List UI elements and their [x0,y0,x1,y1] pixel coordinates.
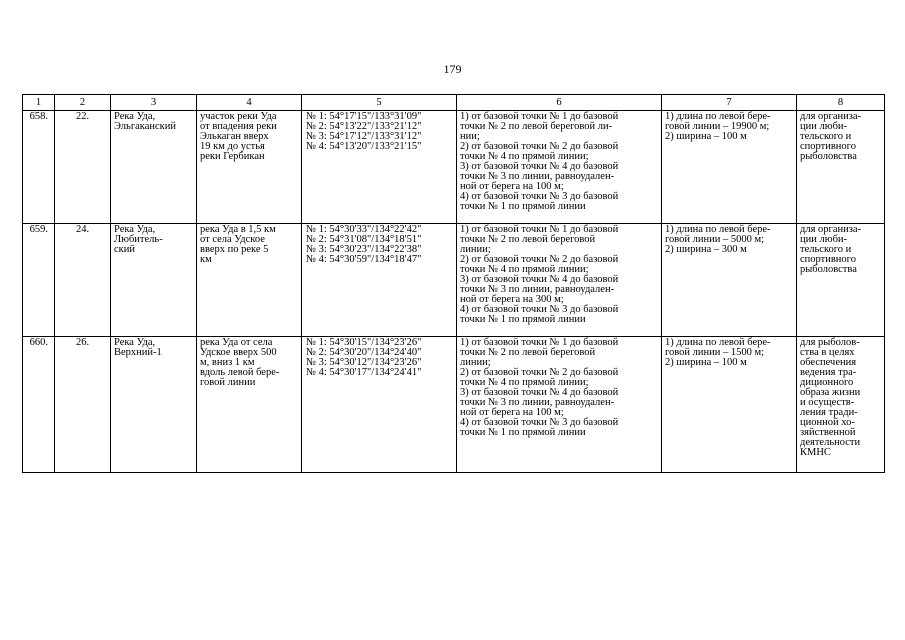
column-header-1: 1 [23,95,55,111]
dimensions-cell: 1) длина по левой бере- говой линии – 1500 м; 2) ширина – 100 м [662,337,797,473]
row-number-cell: 659. [23,224,55,337]
boundary-description-cell: 1) от базовой точки № 1 до базовой точки № 2 по левой береговой ли- нии; 2) от базовой точки № 2 до базовой точки № 4 по прямой линии; 3) от базовой точки № 4 до базовой точки № 3 по линии, равноудален- ной от берега на 100 м; 4) от базовой точки № 3 до базовой точки № 1 по прямой линии [457,111,662,224]
area-number-cell: 26. [55,337,111,473]
row-number-cell: 660. [23,337,55,473]
column-header-7: 7 [662,95,797,111]
boundary-description-cell: 1) от базовой точки № 1 до базовой точки № 2 по левой береговой линии; 2) от базовой точки № 2 до базовой точки № 4 по прямой линии; 3) от базовой точки № 4 до базовой точки № 3 по линии, равноудален- ной от берега на 100 м; 4) от базовой точки № 3 до базовой точки № 1 по прямой линии [457,337,662,473]
page-number: 179 [443,62,462,76]
coordinates-cell: № 1: 54°30'33"/134°22'42" № 2: 54°31'08"/134°18'51" № 3: 54°30'23"/134°22'38" № 4: 54°30'59"/134°18'47" [302,224,457,337]
area-location-cell: река Уда от села Удское вверх 500 м, вниз 1 км вдоль левой бере- говой линии [197,337,302,473]
fishing-areas-table [22,94,885,473]
area-name-cell: Река Уда, Эльгаканский [111,111,197,224]
area-name-cell: Река Уда, Верхний-1 [111,337,197,473]
area-location-cell: участок реки Уда от впадения реки Элькаган вверх 19 км до устья реки Гербикан [197,111,302,224]
row-number-cell: 658. [23,111,55,224]
column-header-2: 2 [55,95,111,111]
purpose-cell: для организа- ции люби- тельского и спортивного рыболовства [797,224,885,337]
area-number-cell: 22. [55,111,111,224]
boundary-description-cell: 1) от базовой точки № 1 до базовой точки № 2 по левой береговой линии; 2) от базовой точки № 2 до базовой точки № 4 по прямой линии; 3) от базовой точки № 4 до базовой точки № 3 по линии, равноудален- ной от берега на 300 м; 4) от базовой точки № 3 до базовой точки № 1 по прямой линии [457,224,662,337]
table-row [23,224,885,337]
coordinates-cell: № 1: 54°17'15"/133°31'09" № 2: 54°13'22"/133°21'12" № 3: 54°17'12"/133°31'12" № 4: 54°13'20"/133°21'15" [302,111,457,224]
column-header-6: 6 [457,95,662,111]
area-name-cell: Река Уда, Любитель- ский [111,224,197,337]
purpose-cell: для рыболов- ства в целях обеспечения ведения тра- диционного образа жизни и осуществ- ления тради- ционной хо- зяйственной деятельности КМНС [797,337,885,473]
dimensions-cell: 1) длина по левой бере- говой линии – 19900 м; 2) ширина – 100 м [662,111,797,224]
area-number-cell: 24. [55,224,111,337]
header-row [23,95,885,111]
column-header-3: 3 [111,95,197,111]
table-row [23,337,885,473]
dimensions-cell: 1) длина по левой бере- говой линии – 5000 м; 2) ширина – 300 м [662,224,797,337]
purpose-cell: для организа- ции люби- тельского и спортивного рыболовства [797,111,885,224]
coordinates-cell: № 1: 54°30'15"/134°23'26" № 2: 54°30'20"/134°24'40" № 3: 54°30'12"/134°23'26" № 4: 54°30'17"/134°24'41" [302,337,457,473]
area-location-cell: река Уда в 1,5 км от села Удское вверх по реке 5 км [197,224,302,337]
column-header-4: 4 [197,95,302,111]
column-header-5: 5 [302,95,457,111]
column-header-8: 8 [797,95,885,111]
table-row [23,111,885,224]
